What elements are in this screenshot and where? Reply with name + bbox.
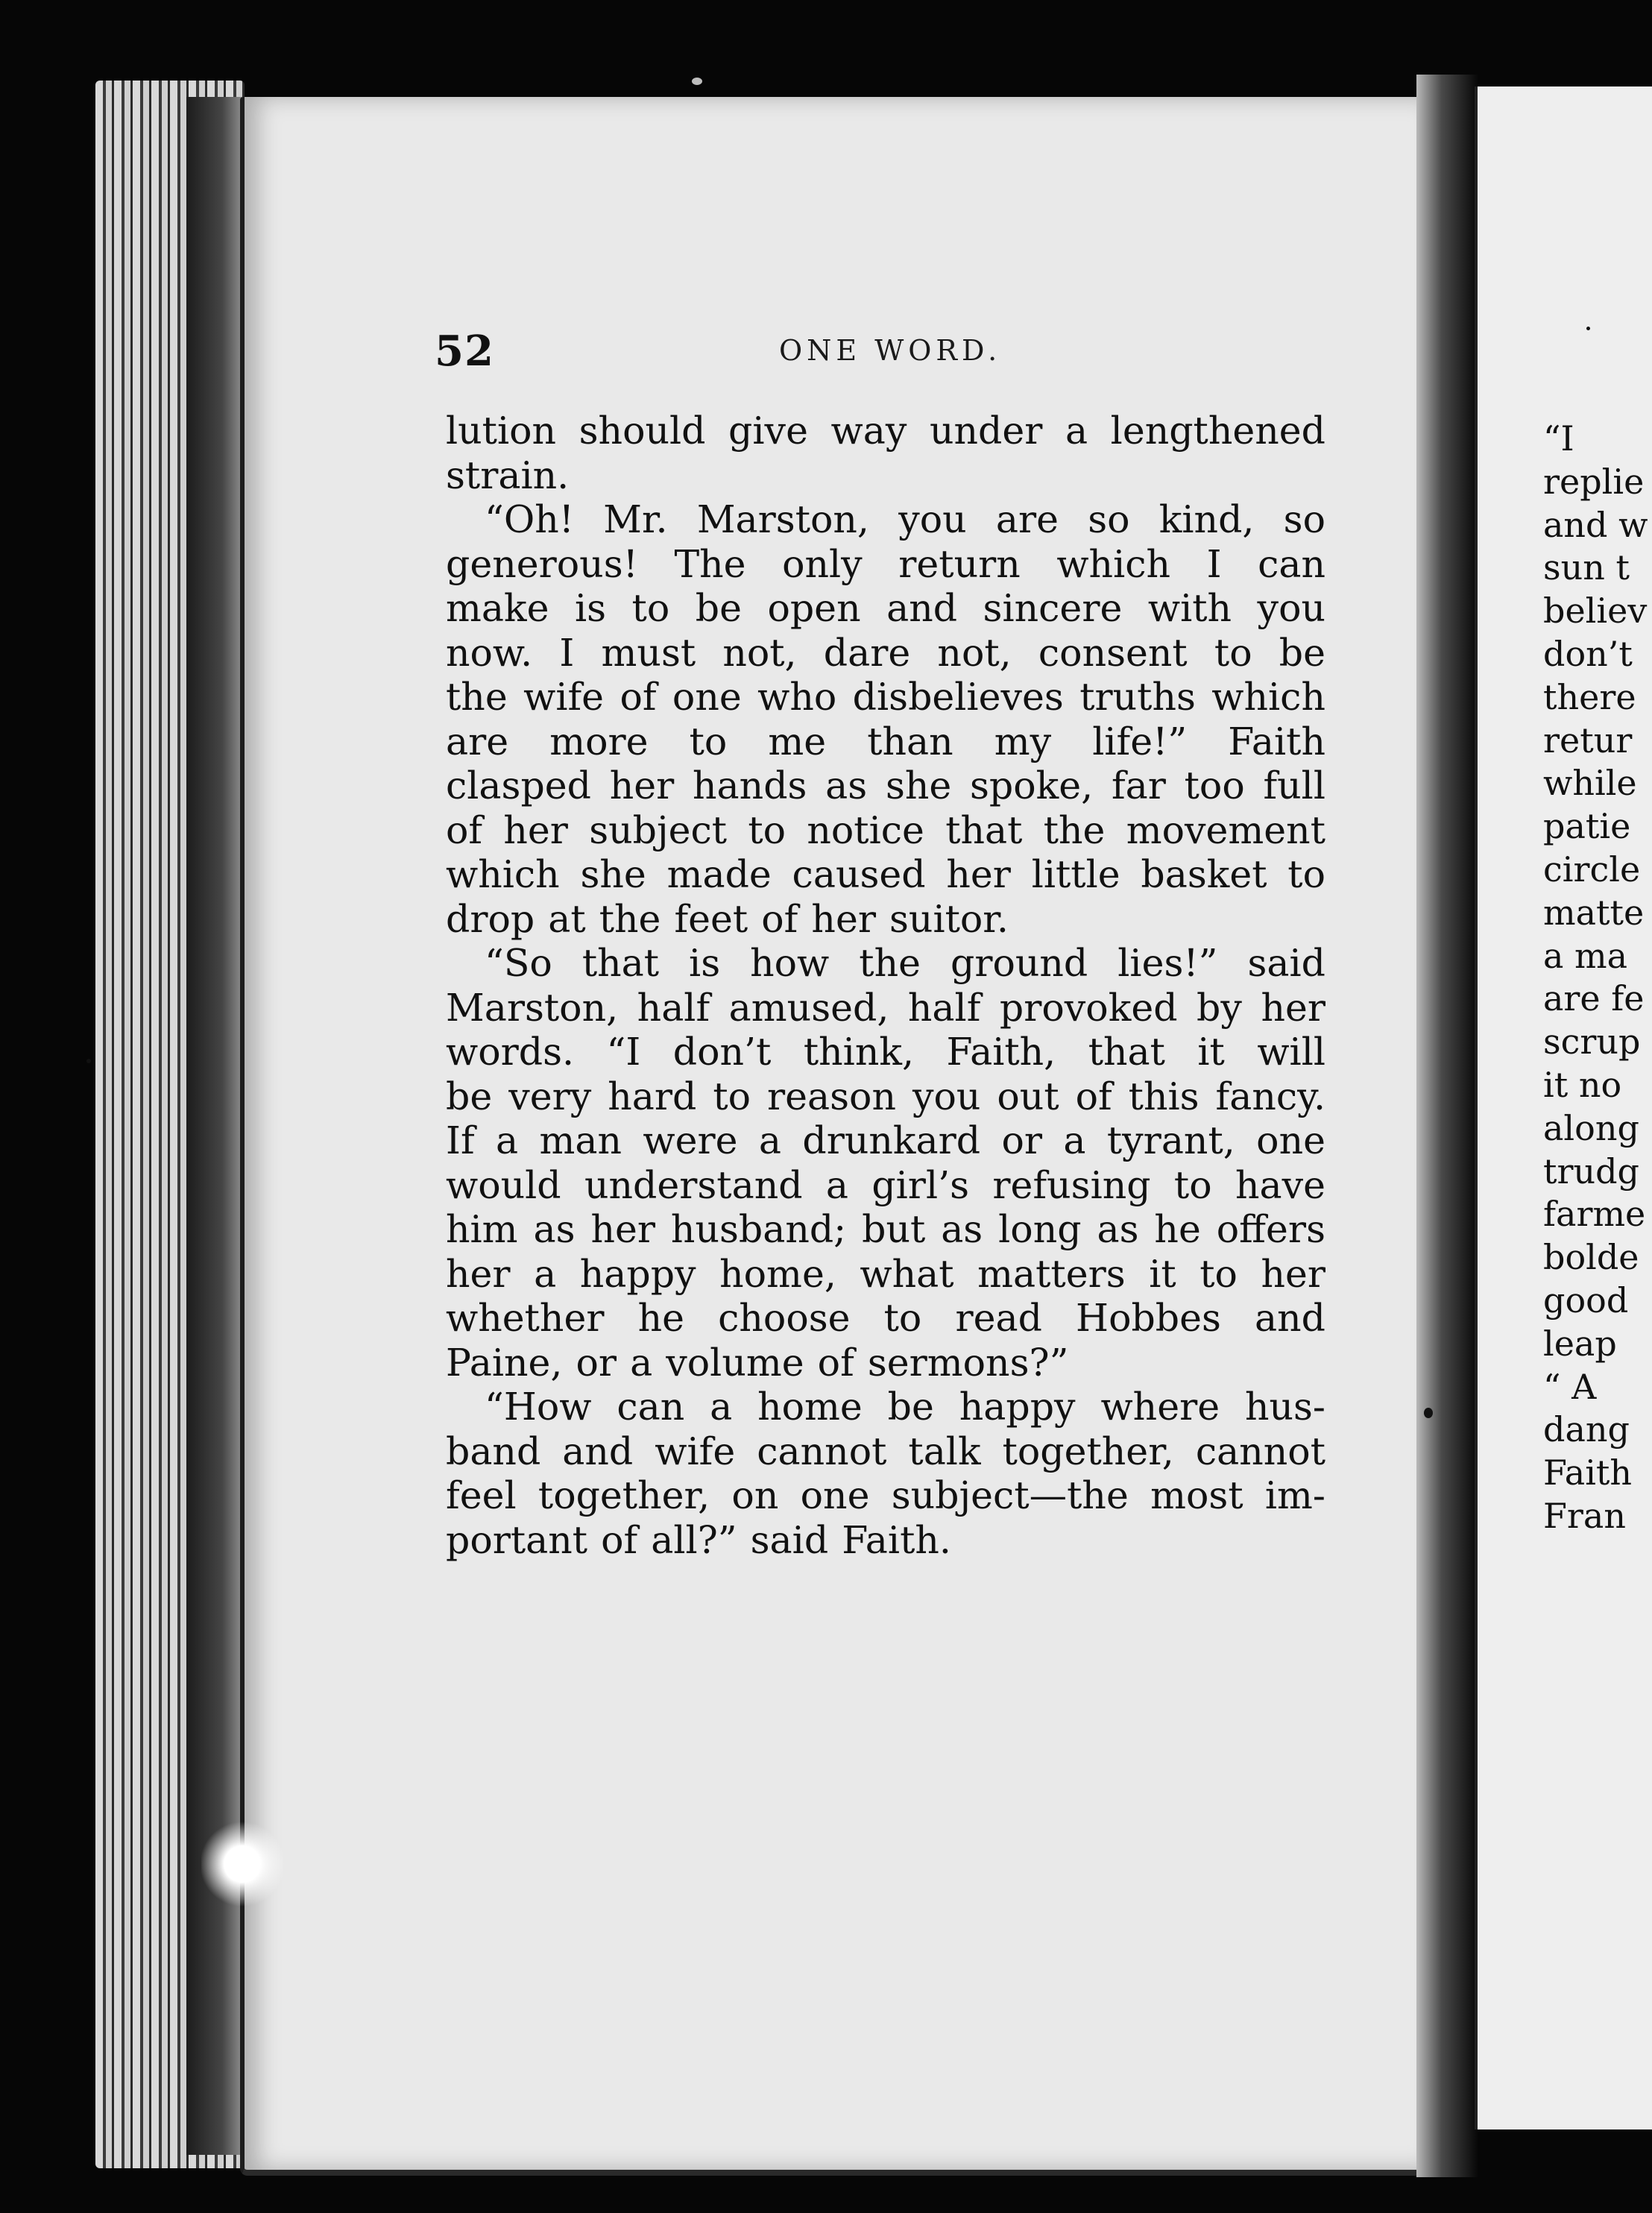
text-line: drop at the feet of her suitor. [446,896,1009,941]
text-line: clasped her hands as she spoke, far too full [446,764,1325,808]
facing-text-fragment: “I [1543,418,1574,459]
facing-text-fragment: it no [1543,1064,1622,1105]
scan-smudge [201,1819,283,1909]
scan-speck [86,1059,91,1063]
text-line: the wife of one who disbelieves truths which [446,675,1325,719]
text-line: lution should give way under a lengthened [446,409,1325,453]
facing-text-fragment: sun t [1543,547,1630,588]
text-line: whether he choose to read Hobbes and [446,1296,1325,1340]
facing-text-fragment: Faith [1543,1452,1633,1493]
text-line: make is to be open and sincere with you [446,586,1325,630]
text-line: would understand a girl’s refusing to have [446,1162,1325,1207]
text-line: now. I must not, dare not, consent to be [446,630,1325,675]
scan-speck [692,78,702,85]
text-line: feel together, on one subject—the most im- [446,1473,1325,1517]
text-line: are more to me than my life!” Faith [446,719,1325,764]
text-line: portant of all?” said Faith. [446,1517,951,1562]
page-number: 52 [435,327,494,376]
facing-text-fragment: leap [1543,1323,1617,1364]
text-line: Marston, half amused, half provoked by her [446,985,1325,1030]
facing-text-fragment: don’t [1543,633,1633,674]
text-line: generous! The only return which I can [446,541,1325,586]
facing-text-fragment: replie [1543,461,1645,502]
facing-text-fragment: “ A [1543,1366,1597,1407]
facing-text-fragment: are fe [1543,978,1645,1019]
text-line: him as her husband; but as long as he offers [446,1207,1325,1251]
facing-text-fragment: a ma [1543,935,1628,976]
facing-text-fragment: farme [1543,1194,1646,1235]
running-head: ONE WORD. [779,334,1002,367]
facing-text-fragment: while [1543,763,1637,804]
page-header [435,327,1329,379]
facing-text-fragment: scrup [1543,1021,1641,1063]
text-line: “So that is how the ground lies!” said [485,941,1325,985]
text-line: If a man were a drunkard or a tyrant, one [446,1118,1325,1162]
facing-text-fragment: believ [1543,591,1648,632]
text-line: words. “I don’t think, Faith, that it will [446,1030,1325,1074]
facing-text-fragment: there [1543,676,1636,717]
facing-page-text [1543,418,1652,1538]
facing-text-fragment: along [1543,1107,1639,1148]
text-line: band and wife cannot talk together, cannot [446,1429,1325,1473]
facing-text-fragment: trudg [1543,1150,1639,1192]
book-gutter [1416,75,1479,2177]
text-line: Paine, or a volume of sermons?” [446,1340,1069,1385]
scan-speck [1424,1408,1433,1418]
facing-text-fragment: and w [1543,504,1648,545]
text-line: which she made caused her little basket to [446,852,1325,896]
body-text [446,409,1325,1562]
facing-text-fragment: dang [1543,1409,1630,1450]
text-line: “How can a home be happy where hus- [485,1385,1325,1429]
facing-text-fragment: retur [1543,720,1633,761]
text-line: strain. [446,453,570,497]
facing-text-fragment: circle [1543,849,1641,890]
facing-text-fragment: bolde [1543,1237,1639,1278]
text-line: her a happy home, what matters it to her [446,1251,1325,1296]
text-line: “Oh! Mr. Marston, you are so kind, so [485,497,1325,541]
text-line: be very hard to reason you out of this fancy. [446,1074,1325,1118]
text-line: of her subject to notice that the movement [446,808,1325,852]
scan-speck [1586,327,1590,330]
facing-text-fragment: matte [1543,892,1645,933]
facing-text-fragment: patie [1543,806,1631,847]
facing-text-fragment: Fran [1543,1495,1626,1536]
facing-text-fragment: good [1543,1279,1629,1320]
